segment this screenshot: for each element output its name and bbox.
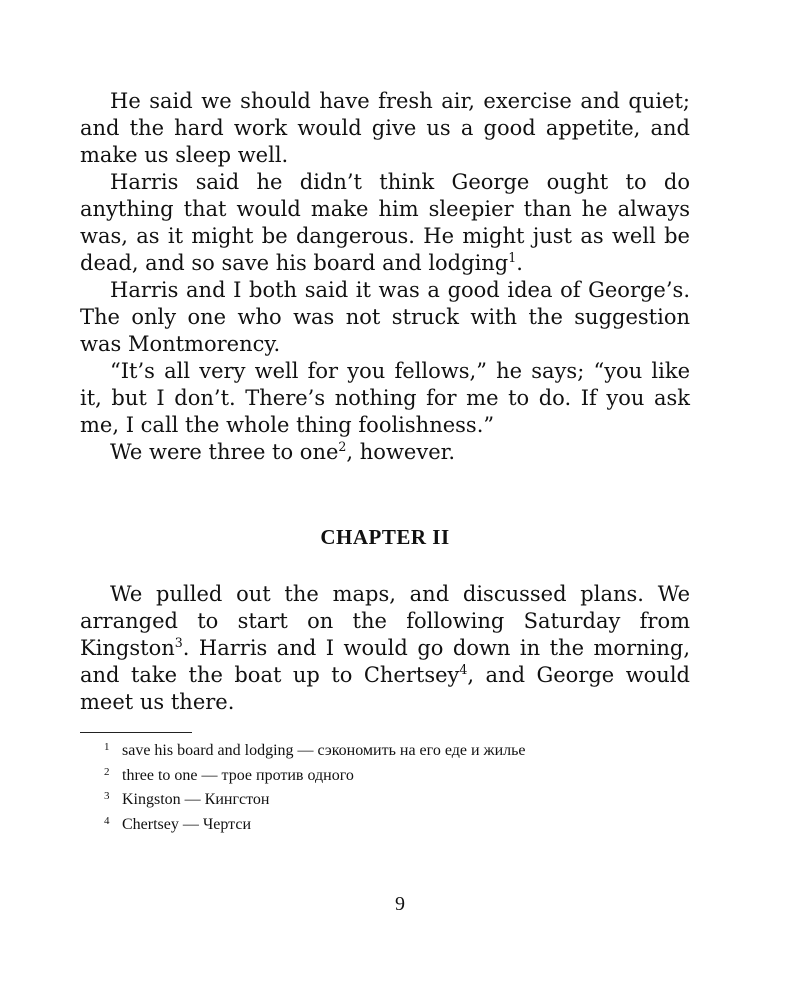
footnote-ref: 3 <box>174 635 183 650</box>
paragraph: He said we should have fresh air, exercise and quiet; and the hard work would give us a good appetite, and make us sleep well. <box>80 89 690 167</box>
footnote-number: 3 <box>104 790 110 802</box>
footnote-text: save his board and lodging — сэкономить на его еде и жилье <box>122 742 526 759</box>
page-body <box>80 88 690 835</box>
footnote-text: Kingston — Кингстон <box>122 791 270 808</box>
footnotes <box>80 737 690 835</box>
paragraph: We were three to one$^2$, however. <box>110 439 456 464</box>
footnote <box>104 762 690 787</box>
footnote <box>104 786 690 811</box>
footnote <box>104 811 690 836</box>
page-number: 9 <box>395 893 405 915</box>
paragraph: We pulled out the maps, and discussed plans. We arranged to start on the following Saturday from Kingston$^3$. Harris and I would go down in the morning, and take the boat up to Chertsey$^4$, and George would meet us there. <box>80 582 690 714</box>
footnote-number: 1 <box>104 741 110 753</box>
footnote-number: 4 <box>104 814 110 827</box>
paragraph: “It’s all very well for you fellows,” he says; “you like it, but I don’t. There’s nothing for me to do. If you ask me, I call the whole thing foolishness.” <box>80 359 690 437</box>
footnote-divider <box>80 732 192 733</box>
footnote <box>104 737 690 762</box>
footnote-text: three to one — трое против одного <box>122 766 354 784</box>
paragraph: Harris and I both said it was a good idea of George’s. The only one who was not struck with the suggestion was Montmorency. <box>80 278 690 356</box>
paragraph: Harris said he didn’t think George ought to do anything that would make him sleepier than he always was, as it might be dangerous. He might just as well be dead, and so save his board and lodging$^1$. <box>80 170 690 275</box>
chapter-title: CHAPTER II <box>320 525 450 549</box>
footnote-text: Chertsey — Чертси <box>122 815 252 833</box>
footnote-ref: 1 <box>508 250 517 265</box>
footnote-ref: 2 <box>338 439 347 454</box>
footnote-number: 2 <box>104 765 110 778</box>
footnote-ref: 4 <box>459 662 468 677</box>
